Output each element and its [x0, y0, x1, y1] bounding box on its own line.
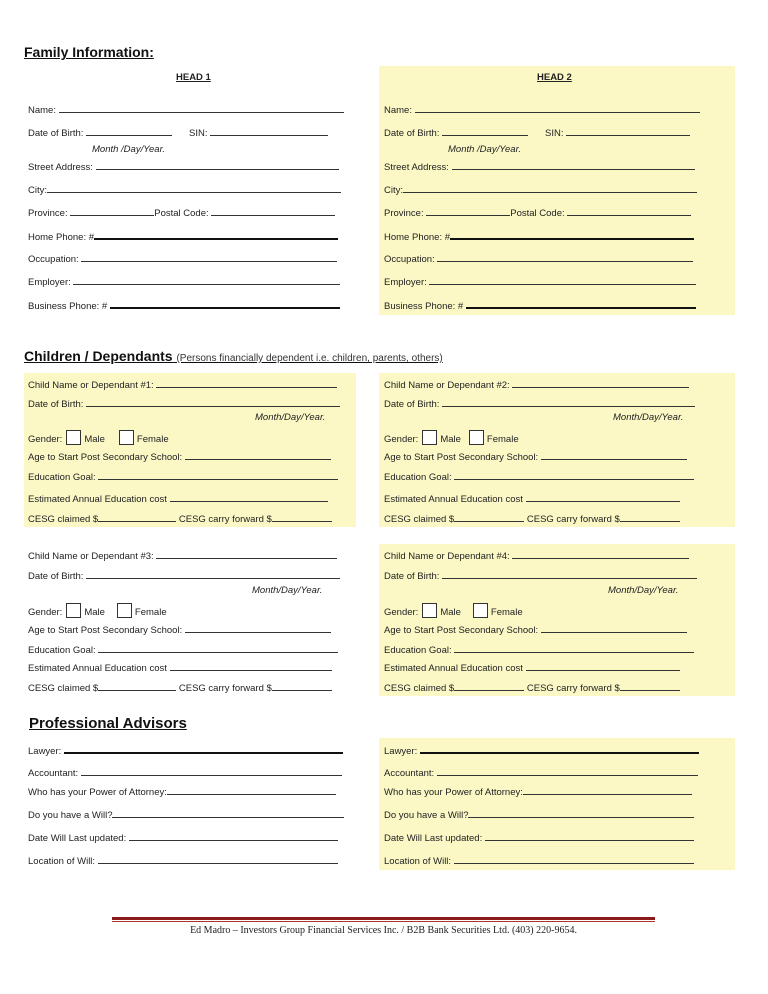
- head2-home-phone-field[interactable]: [384, 229, 694, 244]
- label: Education Goal:: [28, 472, 96, 483]
- dependant3-age-start-field[interactable]: [28, 623, 331, 637]
- label: Employer:: [28, 277, 71, 288]
- label: Male: [84, 434, 105, 445]
- label: Estimated Annual Education cost: [28, 663, 167, 674]
- dependant3-gender: [28, 603, 167, 619]
- label: SIN:: [545, 128, 564, 139]
- label: Occupation:: [384, 254, 435, 265]
- dependant1-age-start-field[interactable]: [28, 450, 331, 464]
- dependant1-name-field[interactable]: [28, 378, 337, 392]
- dependant2-edu-cost-field[interactable]: [384, 492, 680, 506]
- label: Gender:: [384, 607, 419, 618]
- dependant1-cesg-field[interactable]: [28, 512, 332, 526]
- label: Female: [490, 607, 523, 618]
- label: Child Name or Dependant #3:: [28, 551, 154, 562]
- dependant2-name-field[interactable]: [384, 378, 689, 392]
- head2-employer-field[interactable]: [384, 275, 696, 289]
- head2-business-phone-field[interactable]: [384, 298, 696, 313]
- head2-city-field[interactable]: [384, 183, 697, 197]
- head1-accountant-field[interactable]: [28, 766, 342, 780]
- label: Accountant:: [28, 768, 79, 779]
- label: Date Will Last updated:: [28, 833, 127, 844]
- dependant3-edu-cost-field[interactable]: [28, 661, 332, 675]
- dependant3-female-checkbox[interactable]: [117, 603, 132, 618]
- footer-rule-thin: [112, 921, 655, 922]
- label: Who has your Power of Attorney:: [28, 787, 167, 798]
- label: Street Address:: [28, 162, 93, 173]
- label: Age to Start Post Secondary School:: [28, 625, 183, 636]
- head1-street-field[interactable]: [28, 160, 339, 174]
- label: Lawyer:: [384, 746, 418, 757]
- dependant4-edu-goal-field[interactable]: [384, 643, 694, 657]
- dependant3-cesg-field[interactable]: [28, 681, 332, 695]
- dependant4-edu-cost-field[interactable]: [384, 661, 680, 675]
- head2-will-updated-field[interactable]: [384, 831, 694, 845]
- dependant2-male-checkbox[interactable]: [422, 430, 437, 445]
- dependant4-age-start-field[interactable]: [384, 623, 687, 637]
- label: Estimated Annual Education cost: [384, 494, 523, 505]
- dependant2-edu-goal-field[interactable]: [384, 470, 694, 484]
- head1-will-field[interactable]: [28, 808, 344, 822]
- label: Child Name or Dependant #1:: [28, 380, 154, 391]
- label: SIN:: [189, 128, 208, 139]
- label: Date of Birth:: [28, 128, 84, 139]
- head1-will-location-field[interactable]: [28, 854, 338, 868]
- head2-name-field[interactable]: [384, 103, 700, 117]
- label: Postal Code:: [154, 208, 209, 219]
- label: Male: [84, 607, 105, 618]
- dependant4-name-field[interactable]: [384, 549, 689, 563]
- label: Gender:: [28, 434, 63, 445]
- label: Province:: [384, 208, 424, 219]
- dependant2-female-checkbox[interactable]: [469, 430, 484, 445]
- head1-occupation-field[interactable]: [28, 252, 337, 266]
- label: CESG carry forward $: [178, 514, 272, 525]
- label: Business Phone: #: [384, 301, 464, 312]
- head2-street-field[interactable]: [384, 160, 695, 174]
- label: Location of Will:: [384, 856, 452, 867]
- label: Lawyer:: [28, 746, 62, 757]
- head1-employer-field[interactable]: [28, 275, 340, 289]
- label: Age to Start Post Secondary School:: [384, 625, 539, 636]
- family-section-title: Family Information:: [24, 44, 154, 60]
- head2-accountant-field[interactable]: [384, 766, 698, 780]
- label: Female: [486, 434, 519, 445]
- dependant1-edu-goal-field[interactable]: [28, 470, 338, 484]
- label: Age to Start Post Secondary School:: [384, 452, 539, 463]
- children-subtitle: (Persons financially dependent i.e. children, parents, others): [176, 353, 443, 364]
- head2-will-location-field[interactable]: [384, 854, 694, 868]
- dependant2-dob-field[interactable]: [384, 397, 695, 411]
- dependant3-male-checkbox[interactable]: [66, 603, 81, 618]
- label: Province:: [28, 208, 68, 219]
- label: CESG claimed $: [28, 683, 99, 694]
- head1-sin-field[interactable]: [189, 126, 328, 140]
- label: Employer:: [384, 277, 427, 288]
- dependant2-gender: [384, 430, 519, 446]
- head2-dob-field[interactable]: [384, 126, 528, 140]
- dependant1-male-checkbox[interactable]: [66, 430, 81, 445]
- children-title-text: Children / Dependants: [24, 348, 173, 364]
- label: Date of Birth:: [384, 128, 440, 139]
- label: Date of Birth:: [28, 399, 84, 410]
- label: Education Goal:: [28, 645, 96, 656]
- label: Date of Birth:: [28, 571, 84, 582]
- label: Business Phone: #: [28, 301, 108, 312]
- label: Home Phone: #: [384, 232, 451, 243]
- label: Location of Will:: [28, 856, 96, 867]
- footer-contact: Ed Madro – Investors Group Financial Services Inc. / B2B Bank Securities Ltd. (403) 220-9654.: [190, 925, 577, 936]
- dependant4-female-checkbox[interactable]: [473, 603, 488, 618]
- dependant1-dob-field[interactable]: [28, 397, 340, 411]
- label: Date Will Last updated:: [384, 833, 483, 844]
- label: Gender:: [384, 434, 419, 445]
- head1-province-field[interactable]: [28, 206, 335, 220]
- label: Education Goal:: [384, 472, 452, 483]
- dependant4-date-format: Month/Day/Year.: [608, 585, 679, 596]
- label: CESG carry forward $: [178, 683, 272, 694]
- dependant3-edu-goal-field[interactable]: [28, 643, 338, 657]
- label: Do you have a Will?: [28, 810, 113, 821]
- label: Occupation:: [28, 254, 79, 265]
- head2-heading: HEAD 2: [537, 72, 572, 83]
- dependant1-date-format: Month/Day/Year.: [255, 412, 326, 423]
- dependant1-female-checkbox[interactable]: [119, 430, 134, 445]
- head1-heading: HEAD 1: [176, 72, 211, 83]
- dependant4-male-checkbox[interactable]: [422, 603, 437, 618]
- head2-sin-field[interactable]: [545, 126, 690, 140]
- label: Male: [440, 434, 461, 445]
- label: City:: [28, 185, 47, 196]
- label: Home Phone: #: [28, 232, 95, 243]
- label: CESG claimed $: [384, 514, 455, 525]
- label: Who has your Power of Attorney:: [384, 787, 523, 798]
- head2-lawyer-field[interactable]: [384, 743, 699, 758]
- label: Age to Start Post Secondary School:: [28, 452, 183, 463]
- label: Street Address:: [384, 162, 449, 173]
- label: Estimated Annual Education cost: [384, 663, 523, 674]
- label: Male: [440, 607, 461, 618]
- head1-date-format: Month /Day/Year.: [92, 144, 166, 155]
- label: Postal Code:: [510, 208, 565, 219]
- label: CESG carry forward $: [526, 514, 620, 525]
- head1-will-updated-field[interactable]: [28, 831, 338, 845]
- head1-dob-field[interactable]: [28, 126, 172, 140]
- label: City:: [384, 185, 403, 196]
- label: CESG claimed $: [384, 683, 455, 694]
- label: Name:: [384, 105, 412, 116]
- dependant4-cesg-field[interactable]: [384, 681, 680, 695]
- dependant2-date-format: Month/Day/Year.: [613, 412, 684, 423]
- dependant3-name-field[interactable]: [28, 549, 337, 563]
- label: Accountant:: [384, 768, 435, 779]
- label: Child Name or Dependant #4:: [384, 551, 510, 562]
- label: Estimated Annual Education cost: [28, 494, 167, 505]
- dependant1-edu-cost-field[interactable]: [28, 492, 328, 506]
- label: Female: [134, 607, 167, 618]
- head2-date-format: Month /Day/Year.: [448, 144, 522, 155]
- head2-poa-field[interactable]: [384, 785, 692, 799]
- head1-poa-field[interactable]: [28, 785, 336, 799]
- dependant1-gender: [28, 430, 169, 446]
- label: Name:: [28, 105, 56, 116]
- head1-lawyer-field[interactable]: [28, 743, 343, 758]
- dependant2-age-start-field[interactable]: [384, 450, 687, 464]
- head1-home-phone-field[interactable]: [28, 229, 338, 244]
- label: Child Name or Dependant #2:: [384, 380, 510, 391]
- advisors-section-title: Professional Advisors: [29, 715, 187, 732]
- dependant3-date-format: Month/Day/Year.: [252, 585, 323, 596]
- head2-will-field[interactable]: [384, 808, 694, 822]
- label: Do you have a Will?: [384, 810, 469, 821]
- label: Education Goal:: [384, 645, 452, 656]
- dependant2-cesg-field[interactable]: [384, 512, 680, 526]
- head1-city-field[interactable]: [28, 183, 341, 197]
- head2-province-field[interactable]: [384, 206, 691, 220]
- label: Date of Birth:: [384, 571, 440, 582]
- label: CESG claimed $: [28, 514, 99, 525]
- head1-business-phone-field[interactable]: [28, 298, 340, 313]
- label: Gender:: [28, 607, 63, 618]
- head2-occupation-field[interactable]: [384, 252, 693, 266]
- footer-rule: [112, 917, 655, 920]
- label: Date of Birth:: [384, 399, 440, 410]
- label: Female: [136, 434, 169, 445]
- dependant3-dob-field[interactable]: [28, 569, 340, 583]
- children-section-title: [24, 348, 443, 364]
- dependant4-gender: [384, 603, 523, 619]
- dependant4-dob-field[interactable]: [384, 569, 697, 583]
- head1-name-field[interactable]: [28, 103, 344, 117]
- label: CESG carry forward $: [526, 683, 620, 694]
